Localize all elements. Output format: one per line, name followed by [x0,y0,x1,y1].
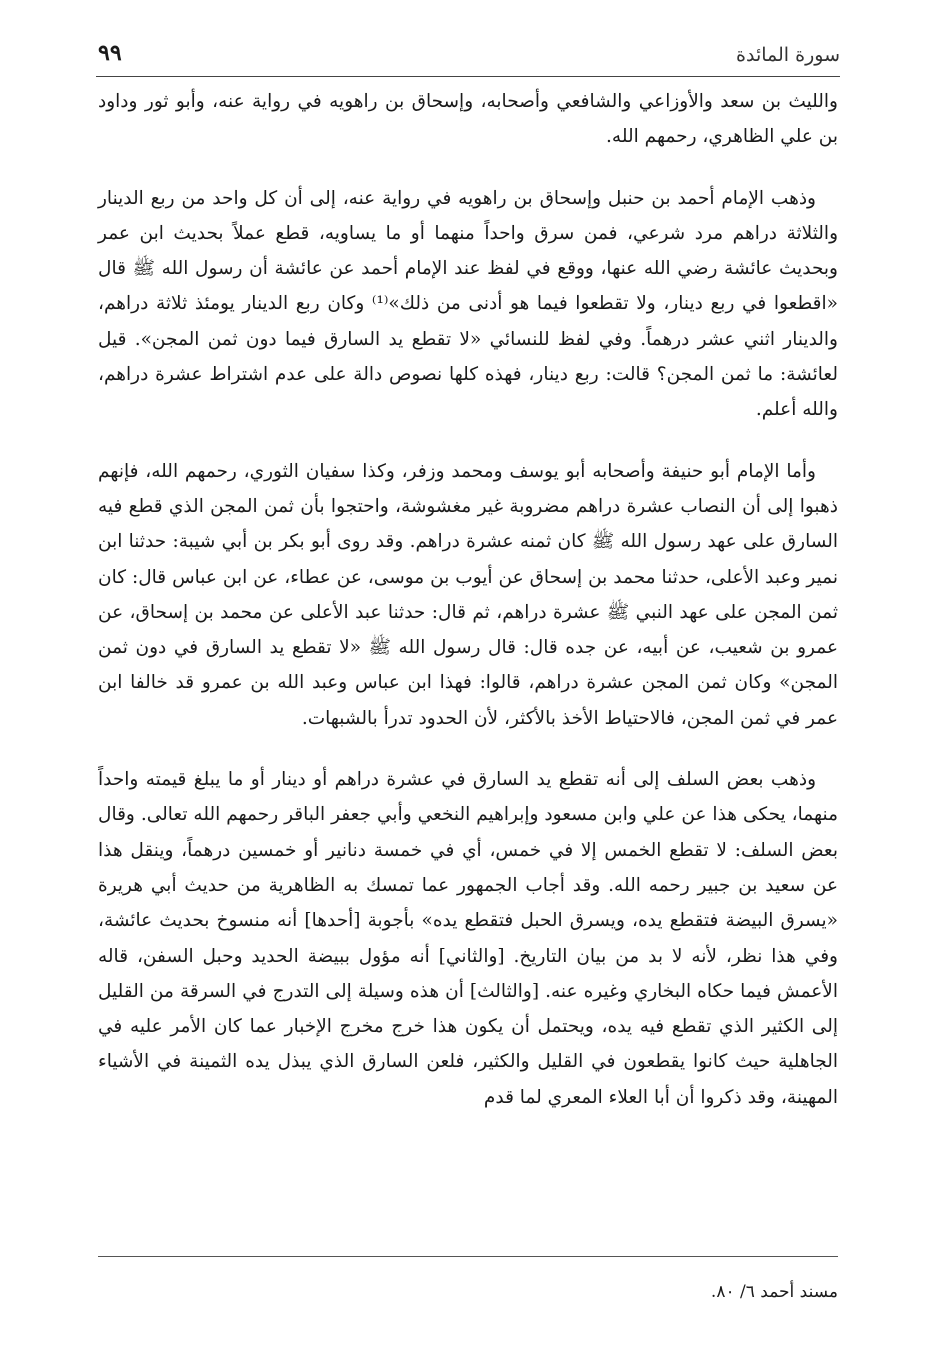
paragraph: وأما الإمام أبو حنيفة وأصحابه أبو يوسف ومحمد وزفر، وكذا سفيان الثوري، رحمهم الله، فإنهم ذهبوا إلى أن النصاب عشرة دراهم مضروبة غير مغشوشة، واحتجوا بأن ثمن المجن الذي قطع فيه السارق على عهد رسول الله ﷺ كان ثمنه عشرة دراهم. وقد روى أبو بكر بن أبي شيبة: حدثنا ابن نمير وعبد الأعلى، حدثنا محمد بن إسحاق عن أيوب بن موسى، عن عطاء، عن ابن عباس قال: كان ثمن المجن على عهد النبي ﷺ عشرة دراهم، ثم قال: حدثنا عبد الأعلى عن محمد بن إسحاق، عن عمرو بن شعيب، عن أبيه، عن جده قال: قال رسول الله ﷺ «لا تقطع يد السارق في دون ثمن المجن» وكان ثمن المجن عشرة دراهم، قالوا: فهذا ابن عباس وعبد الله بن عمرو قد خالفا ابن عمر في ثمن المجن، فالاحتياط الأخذ بالأكثر، لأن الحدود تدرأ بالشبهات. [98,460,838,729]
footnote-divider [98,1256,838,1257]
surah-title: سورة المائدة [736,44,840,66]
page-number: ٩٩ [98,40,122,66]
footnote: مسند أحمد ٦/ ٨٠. [710,1282,838,1302]
paragraph: والليث بن سعد والأوزاعي والشافعي وأصحابه، وإسحاق بن راهويه في رواية عنه، وأبو ثور وداود بن علي الظاهري، رحمهم الله. [98,91,838,148]
paragraph: وذهب بعض السلف إلى أنه تقطع يد السارق في عشرة دراهم أو دينار أو ما يبلغ قيمته واحداً منهما، يحكى هذا عن علي وابن مسعود وإبراهيم النخعي وأبي جعفر الباقر رحمهم الله تعالى. وقال بعض السلف: لا تقطع الخمس إلا في خمس، أي في خمسة دنانير أو خمسين درهماً، وينقل هذا عن سعيد بن جبير رحمه الله. وقد أجاب الجمهور عما تمسك به الظاهرية من حديث أبي هريرة «يسرق البيضة فتقطع يده، ويسرق الحبل فتقطع يده» بأجوبة [أحدها] أنه منسوخ بحديث عائشة، وفي هذا نظر، لأنه لا بد من بيان التاريخ. [والثاني] أنه مؤول ببيضة الحديد وحبل السفن، قاله الأعمش فيما حكاه البخاري وغيره عنه. [والثالث] أن هذه وسيلة إلى التدرج في السرقة من القليل إلى الكثير الذي تقطع فيه يده، ويحتمل أن يكون هذا خرج مخرج الإخبار عما كان الأمر عليه في الجاهلية حيث كانوا يقطعون في القليل والكثير، فلعن السارق الذي يبذل يده الثمينة في الأشياء المهينة، وقد ذكروا أن أبا العلاء المعري لما قدم [98,769,838,1108]
main-text [98,84,838,1115]
page-header [98,36,840,76]
paragraph: وذهب الإمام أحمد بن حنبل وإسحاق بن راهويه في رواية عنه، إلى أن كل واحد من ربع الدينار والثلاثة دراهم مرد شرعي، فمن سرق واحداً منهما أو ما يساويه، قطع عملاً بحديث ابن عمر وبحديث عائشة رضي الله عنها، ووقع في لفظ عند الإمام أحمد عن عائشة أن رسول الله ﷺ قال «اقطعوا في ربع دينار، ولا تقطعوا فيما هو أدنى من ذلك»⁽¹⁾ وكان ربع الدينار يومئذ ثلاثة دراهم، والدينار اثني عشر درهماً. وفي لفظ للنسائي «لا تقطع يد السارق فيما دون ثمن المجن». قيل لعائشة: ما ثمن المجن؟ قالت: ربع دينار، فهذه كلها نصوص دالة على عدم اشتراط عشرة دراهم، والله أعلم. [98,187,838,421]
header-divider [96,76,840,77]
